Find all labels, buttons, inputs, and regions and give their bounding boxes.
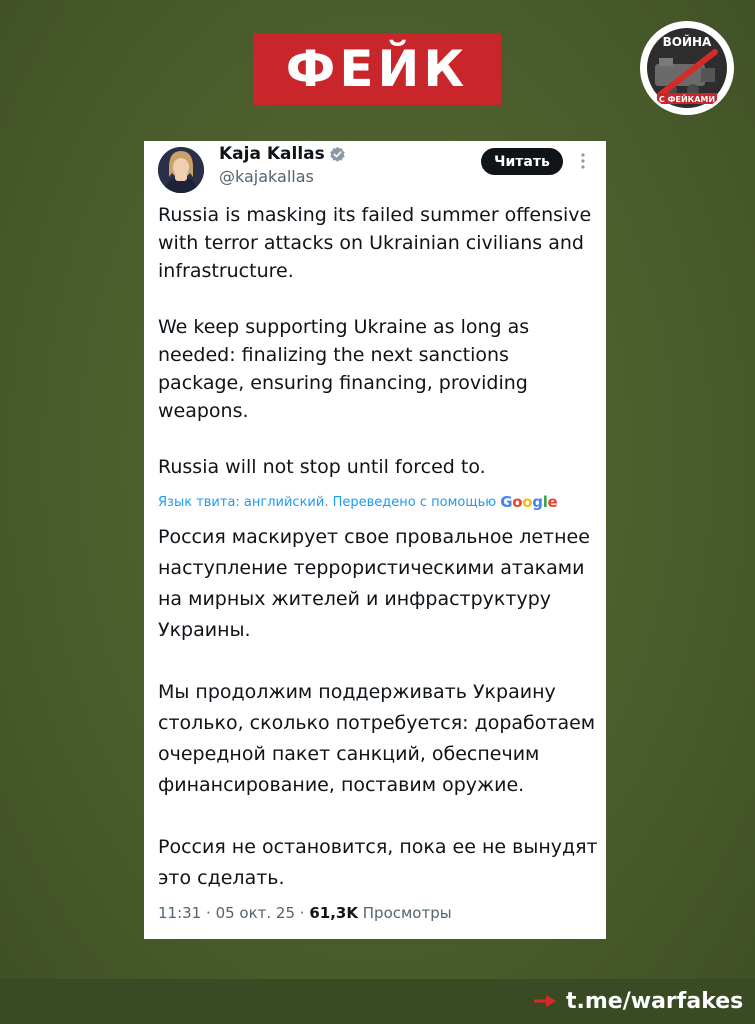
war-with-fakes-logo[interactable]: [640, 21, 734, 115]
logo-top-text: ВОЙНА: [662, 35, 712, 49]
tweet-paragraph: Russia is masking its failed summer offensive with terror attacks on Ukrainian civilians and infrastructure.: [158, 204, 592, 282]
google-logo: Google: [500, 493, 558, 511]
channel-link[interactable]: [534, 983, 743, 1019]
tweet-date[interactable]: 05 окт. 25: [215, 904, 296, 922]
fake-banner: [253, 33, 501, 105]
tweet-time[interactable]: 11:31: [158, 904, 202, 922]
translation-note: Язык твита: английский. Переведено с помощью: [158, 494, 497, 510]
verified-badge-icon: [329, 146, 346, 163]
tweet-card: [144, 141, 606, 939]
tweet-paragraph-ru: Мы продолжим поддерживать Украину столько, сколько потребуется: доработаем очередной пакет санкций, обеспечим финансирование, поставим оружие.: [158, 681, 596, 796]
author-handle[interactable]: @kajakallas: [219, 167, 314, 186]
tweet-paragraph-ru: Россия маскирует свое провальное летнее наступление террористическими атаками на мирных жителей и инфраструктуру Украины.: [158, 526, 590, 641]
translation-notice[interactable]: [158, 493, 598, 511]
fake-label: ФЕЙК: [285, 40, 469, 98]
author-name-row[interactable]: [219, 144, 346, 164]
author-name[interactable]: Kaja Kallas: [219, 144, 325, 164]
tweet-paragraph-ru: Россия не остановится, пока ее не вынудят это сделать.: [158, 836, 598, 889]
avatar[interactable]: [158, 147, 204, 193]
tweet-paragraph: Russia will not stop until forced to.: [158, 456, 486, 478]
tweet-meta: [158, 904, 452, 922]
meta-separator: ·: [206, 904, 216, 922]
channel-url: t.me/warfakes: [566, 988, 744, 1014]
tweet-text-original: [158, 201, 598, 481]
views-count: 61,3K: [309, 904, 358, 922]
logo-bottom-text: С ФЕЙКАМИ: [658, 95, 716, 104]
arrow-right-icon: [534, 995, 556, 1007]
more-options-icon[interactable]: [580, 151, 586, 171]
views-label: Просмотры: [362, 904, 452, 922]
tweet-paragraph: We keep supporting Ukraine as long as needed: finalizing the next sanctions package, ensuring financing, providing weapons.: [158, 316, 530, 422]
tweet-text-translated: [158, 522, 603, 894]
read-button[interactable]: Читать: [481, 148, 563, 175]
meta-separator: ·: [299, 904, 310, 922]
